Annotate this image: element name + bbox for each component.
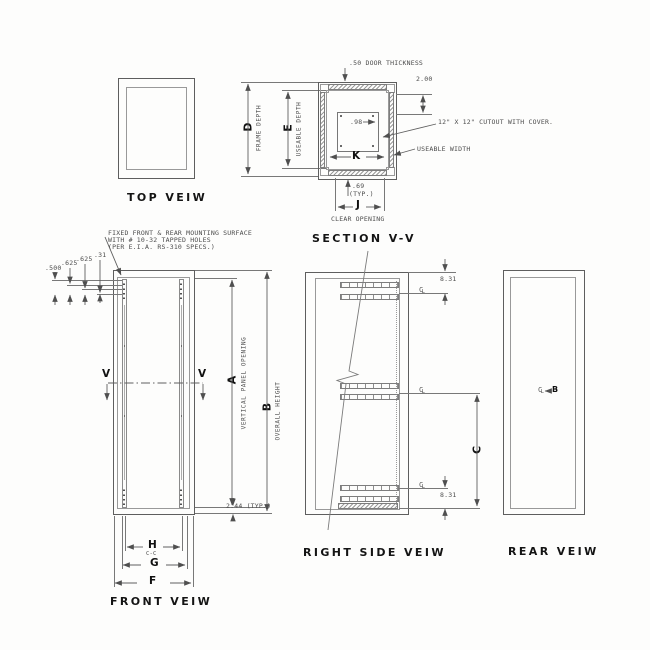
top-view-inner-outline — [126, 87, 187, 170]
dim-98: .98 — [350, 118, 363, 126]
slot-strip — [340, 383, 399, 389]
extension-line — [241, 176, 318, 177]
dim-500: .500 — [45, 264, 62, 272]
extension-line — [241, 82, 318, 83]
useable-width-note: USEABLE WIDTH — [417, 145, 471, 153]
mounting-note-line1: FIXED FRONT & REAR MOUNTING SURFACE — [108, 229, 252, 237]
rail-slot-line — [181, 305, 182, 480]
slot-strip — [340, 282, 399, 288]
section-marker-left: V — [102, 368, 111, 380]
right-view-hole-line — [396, 281, 397, 505]
centerline-icon — [419, 482, 423, 489]
rail-hole-dots — [123, 281, 125, 299]
section-marker-right: V — [198, 368, 207, 380]
mounting-note — [108, 230, 252, 251]
cutout-corner-dot — [372, 115, 374, 117]
dim-label-k: K — [352, 150, 361, 162]
section-left-wall — [320, 92, 325, 168]
extension-line — [182, 516, 183, 551]
dim-31: .31 — [94, 251, 107, 259]
dim-831-bottom: 8.31 — [440, 491, 457, 499]
right-view-title: RIGHT SIDE VEIW — [303, 546, 446, 559]
dim-69: .69 — [352, 182, 365, 190]
dim-69-typ: (TYP.) — [349, 190, 374, 198]
mounting-note-line3: (PER E.I.A. RS-310 SPECS.) — [108, 243, 215, 251]
rail-slot-line — [124, 305, 125, 480]
slot-strip — [340, 485, 399, 491]
section-title: SECTION V-V — [312, 232, 416, 245]
dim-625b: .625 — [76, 255, 93, 263]
cutout-corner-dot — [372, 145, 374, 147]
extension-line — [396, 114, 432, 115]
clear-opening-label: CLEAR OPENING — [331, 215, 385, 223]
section-right-wall — [389, 92, 394, 168]
cutout-corner-dot — [340, 145, 342, 147]
cutout-note: 12" X 12" CUTOUT WITH COVER. — [438, 118, 554, 126]
rail-hole-dots — [123, 488, 125, 505]
slot-strip — [340, 394, 399, 400]
dim-label-b: B — [260, 402, 274, 412]
dim-note-overall-height: OVERALL HEIGHT — [274, 381, 282, 441]
mounting-note-line2: WITH # 10-32 TAPPED HOLES — [108, 236, 211, 244]
slot-strip — [340, 294, 399, 300]
rail-hole-dots — [180, 488, 182, 505]
dim-200: 2.00 — [416, 75, 433, 83]
dim-label-h-cc: C-C — [146, 551, 157, 557]
slot-strip — [340, 496, 399, 502]
dim-label-f: F — [149, 575, 157, 587]
extension-line — [399, 508, 480, 509]
centerline — [399, 393, 480, 394]
dim-244: 2.44 (TYP.) — [226, 502, 272, 510]
extension-line — [195, 278, 237, 279]
dim-label-e: E — [281, 124, 295, 132]
extension-line — [408, 272, 456, 273]
rail-hole-dot — [124, 415, 126, 417]
extension-line — [335, 178, 336, 211]
extension-line — [193, 516, 194, 587]
top-view-title: TOP VEIW — [127, 191, 208, 204]
dim-label-j: J — [356, 199, 360, 211]
section-bottom-strip — [328, 170, 387, 176]
dim-label-d: D — [241, 122, 255, 132]
rail-hole-dots — [180, 281, 182, 299]
rear-view-title: REAR VEIW — [508, 545, 599, 558]
extension-line — [384, 178, 385, 211]
hole-line — [67, 285, 122, 286]
right-view-bottom-band — [338, 503, 398, 509]
dim-831-top: 8.31 — [440, 275, 457, 283]
dim-label-h: H — [148, 539, 157, 551]
centerline-icon — [419, 287, 423, 294]
hole-line — [97, 294, 122, 295]
rail-hole-dot — [181, 345, 183, 347]
extension-line — [396, 94, 432, 95]
rear-center-label: B — [552, 385, 559, 394]
centerline-icon — [538, 387, 542, 394]
hole-line — [82, 289, 122, 290]
rail-hole-dot — [124, 345, 126, 347]
door-thickness-note: .50 DOOR THICKNESS — [349, 59, 424, 67]
dim-625a: .625 — [61, 259, 78, 267]
extension-line — [187, 516, 188, 569]
front-view-title: FRONT VEIW — [110, 595, 213, 608]
cutout-corner-dot — [340, 115, 342, 117]
rail-hole-dot — [181, 415, 183, 417]
dim-note-useable-depth: USEABLE DEPTH — [295, 101, 303, 157]
extension-line — [125, 516, 126, 551]
centerline-icon — [419, 387, 423, 394]
dim-label-g: G — [150, 557, 159, 569]
dim-label-a: A — [225, 375, 239, 385]
extension-line — [195, 513, 272, 514]
extension-line — [114, 516, 115, 587]
dim-label-c: C — [470, 445, 484, 455]
dim-note-frame-depth: FRAME DEPTH — [255, 104, 263, 152]
dim-note-vertical-panel-opening: VERTICAL PANEL OPENING — [240, 336, 248, 430]
hole-line — [52, 280, 122, 281]
extension-line — [195, 270, 272, 271]
extension-line — [122, 516, 123, 569]
